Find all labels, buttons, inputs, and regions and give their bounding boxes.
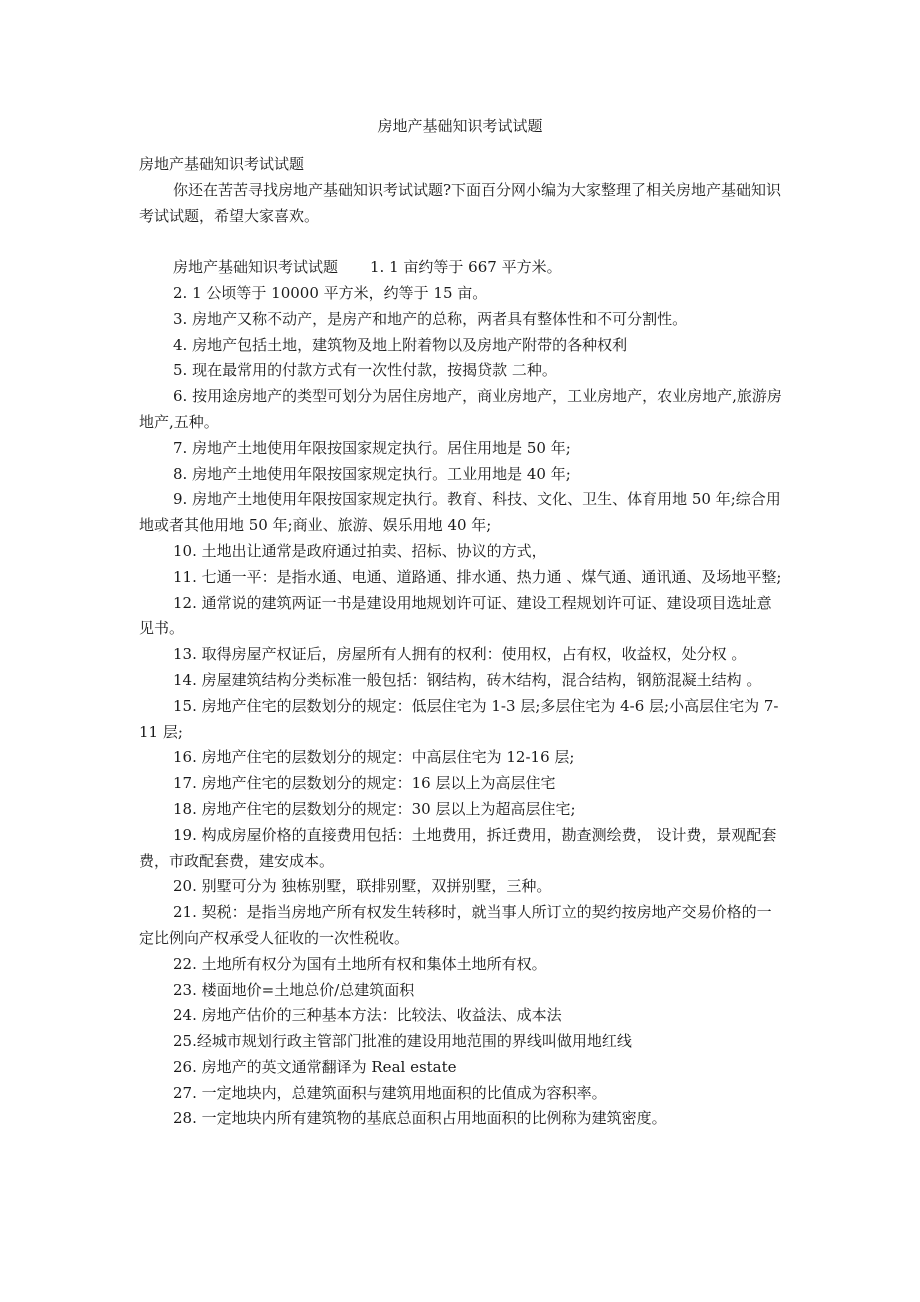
list-item: 15. 房地产住宅的层数划分的规定：低层住宅为 1-3 层;多层住宅为 4-6 层;小高层住宅为 7-11 层; — [139, 696, 779, 741]
list-item: 3. 房地产又称不动产，是房产和地产的总称，两者具有整体性和不可分割性。 — [173, 309, 688, 328]
list-item: 16. 房地产住宅的层数划分的规定：中高层住宅为 12-16 层; — [173, 748, 575, 767]
list-item: 7. 房地产土地使用年限按国家规定执行。居住用地是 50 年; — [173, 438, 571, 457]
document-title: 房地产基础知识考试试题 — [377, 117, 543, 135]
list-item: 12. 通常说的建筑两证一书是建设用地规划许可证、建设工程规划许可证、建设项目选址意见书。 — [139, 593, 772, 638]
list-item: 6. 按用途房地产的类型可划分为居住房地产，商业房地产，工业房地产，农业房地产,旅游房地产,五种。 — [139, 387, 782, 431]
item-text: 1. 1 亩约等于 667 平方米。 — [370, 258, 562, 277]
list-item: 21. 契税：是指当房地产所有权发生转移时，就当事人所订立的契约按房地产交易价格的一定比例向产权承受人征收的一次性税收。 — [139, 903, 772, 947]
list-item: 5. 现在最常用的付款方式有一次性付款，按揭贷款 二种。 — [173, 361, 557, 380]
list-item: 20. 别墅可分为 独栋别墅，联排别墅，双拼别墅，三种。 — [173, 877, 552, 896]
list-item: 4. 房地产包括土地，建筑物及地上附着物以及房地产附带的各种权利 — [173, 335, 628, 354]
list-item: 8. 房地产土地使用年限按国家规定执行。工业用地是 40 年; — [173, 464, 571, 483]
list-item: 13. 取得房屋产权证后，房屋所有人拥有的权利：使用权，占有权，收益权，处分权 。 — [173, 645, 747, 664]
list-item: 9. 房地产土地使用年限按国家规定执行。教育、科技、文化、卫生、体育用地 50 年;综合用地或者其他用地 50 年;商业、旅游、娱乐用地 40 年; — [139, 490, 781, 535]
list-item: 26. 房地产的英文通常翻译为 Real estate — [173, 1057, 457, 1076]
list-item: 2. 1 公顷等于 10000 平方米，约等于 15 亩。 — [173, 283, 488, 302]
list-item: 17. 房地产住宅的层数划分的规定：16 层以上为高层住宅 — [173, 774, 556, 793]
document-body — [139, 152, 784, 1132]
list-item: 10. 土地出让通常是政府通过拍卖、招标、协议的方式， — [173, 541, 547, 560]
intro-paragraph: 你还在苦苦寻找房地产基础知识考试试题?下面百分网小编为大家整理了相关房地产基础知识考试试题，希望大家喜欢。 — [139, 180, 782, 225]
section-label: 房地产基础知识考试试题 — [173, 258, 339, 277]
blank-line — [139, 229, 784, 255]
list-item: 22. 土地所有权分为国有土地所有权和集体土地所有权。 — [173, 954, 547, 973]
list-item: 11. 七通一平：是指水通、电通、道路通、排水通、热力通 、煤气通、通讯通、及场地平整; — [173, 567, 782, 586]
document-heading: 房地产基础知识考试试题 — [139, 155, 305, 173]
list-item: 14. 房屋建筑结构分类标准一般包括：钢结构，砖木结构，混合结构，钢筋混凝土结构 。 — [173, 670, 762, 689]
list-item: 28. 一定地块内所有建筑物的基底总面积占用地面积的比例称为建筑密度。 — [173, 1109, 667, 1128]
list-item: 25.经城市规划行政主管部门批准的建设用地范围的界线叫做用地红线 — [173, 1032, 632, 1051]
list-item: 27. 一定地块内，总建筑面积与建筑用地面积的比值成为容积率。 — [173, 1083, 607, 1102]
list-item: 19. 构成房屋价格的直接费用包括：土地费用，拆迁费用，勘查测绘费， 设计费，景观配套费，市政配套费，建安成本。 — [139, 825, 777, 870]
list-item — [139, 255, 784, 281]
list-item: 24. 房地产估价的三种基本方法：比较法、收益法、成本法 — [173, 1006, 562, 1025]
list-item: 23. 楼面地价=土地总价/总建筑面积 — [173, 980, 415, 999]
list-item: 18. 房地产住宅的层数划分的规定：30 层以上为超高层住宅; — [173, 799, 576, 818]
